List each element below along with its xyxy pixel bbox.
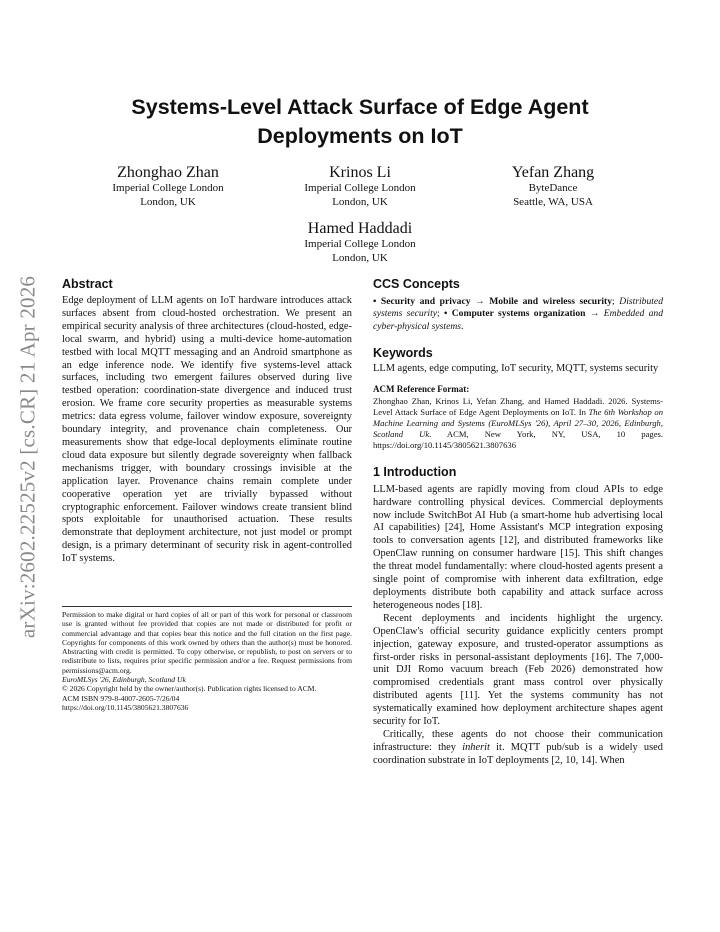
author-block [58, 163, 278, 209]
author-affiliation: Imperial College London [304, 182, 416, 194]
abstract-text: Edge deployment of LLM agents on IoT hardware introduces attack surfaces absent from cloud-hosted orchestration. We present an empirical security analysis of three architectures (cloud-hosted, edge-local swarm, and hybrid) using a multi-device home-automation testbed with local MQTT messaging and an Android smartphone as an edge inference node. We identify five systems-level attack surfaces, including two emergent failures observed during live testbed operation: coordination-state divergence and induced trust erosion. We frame core security properties as measurable systems metrics: data egress volume, failover window exposure, sovereignty boundary integrity, and provenance chain completeness. Our measurements show that edge-local deployments eliminate routine cloud data exposure but silently degrade sovereignty when fallback mechanisms trigger, with boundary crossings invisible at the application layer. Provenance chains remain complete under cooperative operation yet are trivially bypassed without cryptographic enforcement. Failover windows create transient blind spots exploitable for unauthorised actuation. These results demonstrate that deployment architecture, not just model or prompt design, is a primary determinant of security risk in agent-controlled IoT systems. [62, 295, 352, 565]
author-location: Seattle, WA, USA [513, 195, 593, 208]
intro-paragraph-3: Critically, these agents do not choose their communication infrastructure: they inherit it. MQTT pub/sub is a widely used coordination substrate in IoT deployments [2, 10, 14]. When [373, 728, 663, 766]
reference-format-text: Zhonghao Zhan, Krinos Li, Yefan Zhang, and Hamed Haddadi. 2026. Systems-Level Attack Surface of Edge Agent Deployments on IoT. In The 6th Workshop on Machine Learning and Systems (EuroMLSys '26), April 27–30, 2026, Edinburgh, Scotland Uk. ACM, New York, NY, USA, 10 pages. https://doi.org/10.1145/3805621.3807636 [373, 395, 663, 450]
author-location: London, UK [332, 251, 388, 264]
permission-notice: Permission to make digital or hard copies of all or part of this work for personal or classroom use is granted without fee provided that copies are not made or distributed for profit or commercial advantage and that copies bear this notice and the full citation on the first page. Copyrights for components of this work owned by others than the author(s) must be honored. Abstracting with credit is permitted. To copy otherwise, or republish, to post on servers or to redistribute to lists, requires prior specific permission and/or a fee. Request permissions from permissions@acm.org. [62, 610, 352, 675]
author-affiliation: Imperial College London [112, 182, 224, 194]
right-column [373, 277, 663, 768]
introduction-heading: 1 Introduction [373, 464, 457, 479]
ccs-concepts: • Security and privacy → Mobile and wireless security; Distributed systems security; • Computer systems organization → Embedded and cyber-physical systems. [373, 296, 664, 332]
ccs-concept-2: • Computer systems organization [444, 308, 586, 320]
author-name: Hamed Haddadi [307, 220, 413, 237]
paper-title [60, 93, 660, 151]
keywords-text: LLM agents, edge computing, IoT security, MQTT, systems security [373, 363, 659, 375]
ccs-heading: CCS Concepts [373, 277, 460, 291]
doi-link[interactable]: https://doi.org/10.1145/3805621.3807636 [62, 702, 189, 712]
ccs-concept-1b: Distributed systems security [373, 296, 663, 320]
ccs-concept-1: • Security and privacy → Mobile and wireless security [373, 296, 613, 307]
author-name: Yefan Zhang [511, 164, 595, 181]
author-location: London, UK [140, 195, 196, 208]
reference-format-heading: ACM Reference Format: [373, 384, 470, 395]
author-affiliation: ByteDance [528, 182, 578, 194]
author-block [250, 219, 470, 265]
intro-paragraph-2: Recent deployments and incidents highlight the urgency. OpenClaw's official security guidance explicitly centers prompt injection, gateway exposure, and trusted-operator assumptions as first-order risks in personal-assistant deployments [16]. The 7,000-unit DJI Romo vacuum breach (Feb 2026) demonstrated how compromised credentials grant mass control over physically distributed agents [11]. Yet the systems community has not systematically examined how deployment architecture shapes agent security for IoT. [373, 612, 663, 728]
author-affiliation: Imperial College London [304, 238, 416, 250]
abstract-heading: Abstract [62, 277, 113, 291]
keywords-heading: Keywords [373, 346, 433, 361]
author-block [443, 163, 663, 209]
venue-short: EuroMLSys '26, Edinburgh, Scotland Uk [62, 675, 186, 685]
arxiv-sidebar-stamp [8, 262, 48, 652]
footnote-rule [62, 606, 352, 607]
author-block [250, 163, 470, 209]
author-name: Krinos Li [329, 164, 391, 181]
ccs-concept-2b: Embedded and cyber-physical systems [373, 308, 664, 332]
author-location: London, UK [332, 195, 388, 208]
isbn: ACM ISBN 979-8-4007-2605-7/26/04 [62, 693, 180, 703]
arxiv-id[interactable]: arXiv:2602.22525v2 [cs.CR] 21 Apr 2026 [15, 275, 40, 639]
title-line-2: Deployments on IoT [257, 124, 463, 148]
permission-block [62, 606, 352, 712]
copyright-notice: © 2026 Copyright held by the owner/author(s). Publication rights licensed to ACM. [62, 684, 317, 694]
left-column [62, 277, 352, 566]
author-name: Zhonghao Zhan [117, 164, 219, 181]
title-line-1: Systems-Level Attack Surface of Edge Agent [131, 95, 589, 119]
intro-paragraph-1: LLM-based agents are rapidly moving from cloud APIs to edge hardware controlling physical devices. Commercial deployments now include SwitchBot AI Hub (a smart-home hub advertising local AI capabilities) [24], Home Assistant's MCP integration exposing tools to conversation agents [12], and distributed frameworks like OpenClaw running on consumer hardware [15]. This shift changes the threat model fundamentally: where cloud-hosted agents present a single point of compromise with inherent data exfiltration, edge deployments distribute both capability and attack surface across heterogeneous nodes [18]. [373, 483, 663, 611]
